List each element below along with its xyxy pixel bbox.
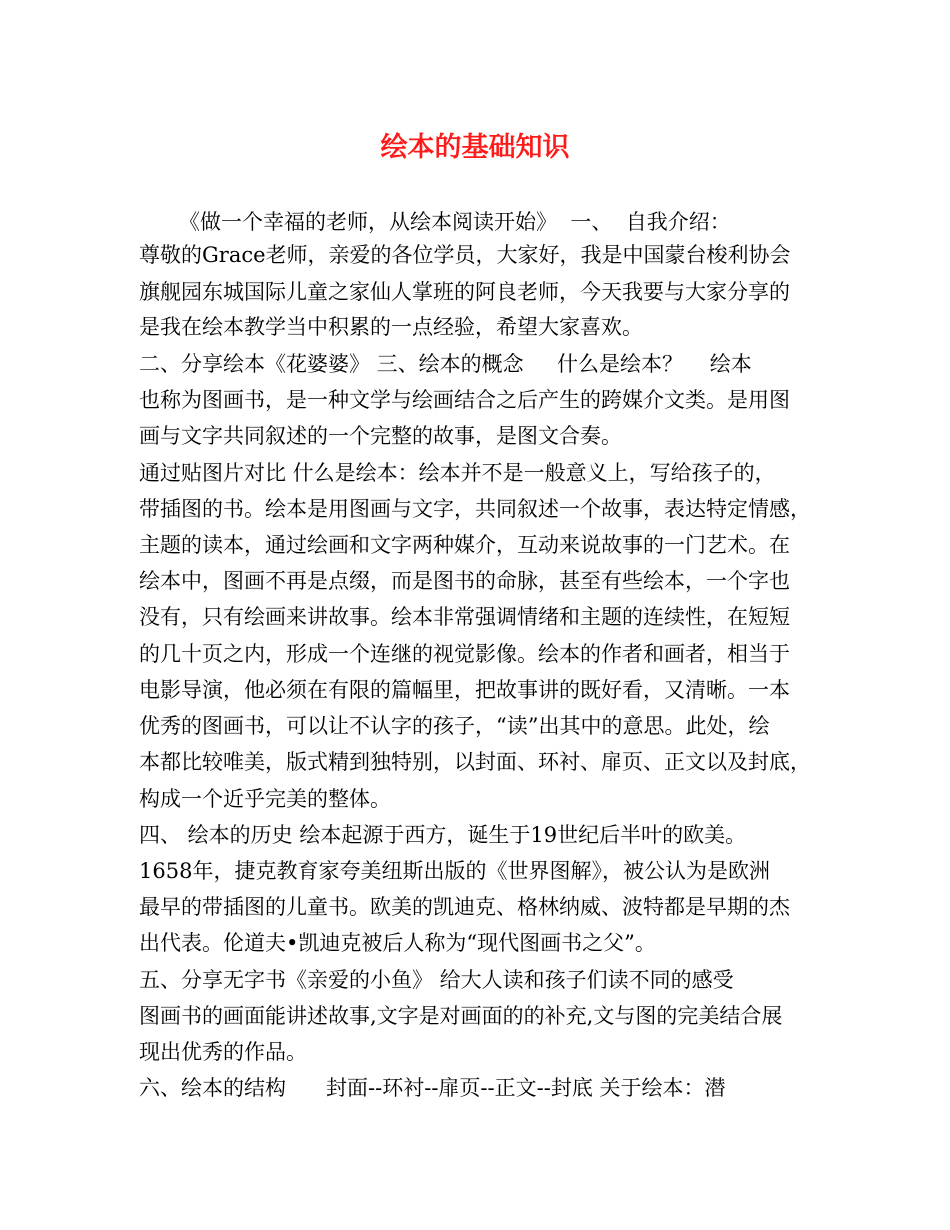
body-text-line: 二、分享绘本《花婆婆》 三、绘本的概念 什么是绘本？ 绘本	[139, 352, 752, 376]
body-text-line: 通过贴图片对比 什么是绘本：绘本并不是一般意义上，写给孩子的，	[139, 461, 776, 485]
body-text-line: 电影导演，他必须在有限的篇幅里，把故事讲的既好看，又清晰。一本	[139, 678, 790, 702]
body-text-line: 没有，只有绘画来讲故事。绘本非常强调情绪和主题的连续性，在短短	[139, 605, 790, 629]
body-text-line: 也称为图画书，是一种文学与绘画结合之后产生的跨媒介文类。是用图	[139, 388, 790, 412]
body-text-line: 的几十页之内，形成一个连继的视觉影像。绘本的作者和画者，相当于	[139, 642, 790, 666]
body-text-line: 主题的读本，通过绘画和文字两种媒介，互动来说故事的一门艺术。在	[139, 533, 790, 557]
body-text-line: 现出优秀的作品。	[139, 1040, 307, 1064]
body-text-line: 图画书的画面能讲述故事,文字是对画面的的补充,文与图的完美结合展	[139, 1004, 783, 1028]
body-text-line: 本都比较唯美，版式精到独特别，以封面、环衬、扉页、正文以及封底，	[139, 750, 811, 774]
body-text-line: 画与文字共同叙述的一个完整的故事，是图文合奏。	[139, 424, 622, 448]
body-text-line: 最早的带插图的儿童书。欧美的凯迪克、格林纳威、波特都是早期的杰	[139, 895, 790, 919]
document-title: 绘本的基础知识	[380, 132, 570, 163]
body-text-line: 优秀的图画书，可以让不认字的孩子，“读”出其中的意思。此处，绘	[139, 714, 770, 738]
body-text-line: 1658年，捷克教育家夸美纽斯出版的《世界图解》，被公认为是欧洲	[139, 859, 770, 883]
body-text-line: 五、分享无字书《亲爱的小鱼》 给大人读和孩子们读不同的感受	[139, 968, 734, 992]
body-text-line: 四、 绘本的历史 绘本起源于西方，诞生于19世纪后半叶的欧美。	[139, 823, 747, 847]
body-text-line: 旗舰园东城国际儿童之家仙人掌班的阿良老师，今天我要与大家分享的	[139, 280, 790, 304]
body-text-line: 尊敬的Grace老师，亲爱的各位学员，大家好，我是中国蒙台梭利协会	[139, 243, 791, 267]
body-text-line: 《做一个幸福的老师，从绘本阅读开始》 一、 自我介绍：	[139, 210, 731, 234]
body-text-line: 带插图的书。绘本是用图画与文字，共同叙述一个故事，表达特定情感，	[139, 497, 811, 521]
body-text-line: 绘本中，图画不再是点缀，而是图书的命脉，甚至有些绘本，一个字也	[139, 569, 790, 593]
body-text-line: 六、绘本的结构 封面--环衬--扉页--正文--封底 关于绘本：潜	[139, 1076, 726, 1100]
body-text-line: 构成一个近乎完美的整体。	[139, 787, 391, 811]
body-text-line: 出代表。伦道夫•凯迪克被后人称为“现代图画书之父”。	[139, 931, 656, 955]
body-text-line: 是我在绘本教学当中积累的一点经验，希望大家喜欢。	[139, 315, 643, 339]
